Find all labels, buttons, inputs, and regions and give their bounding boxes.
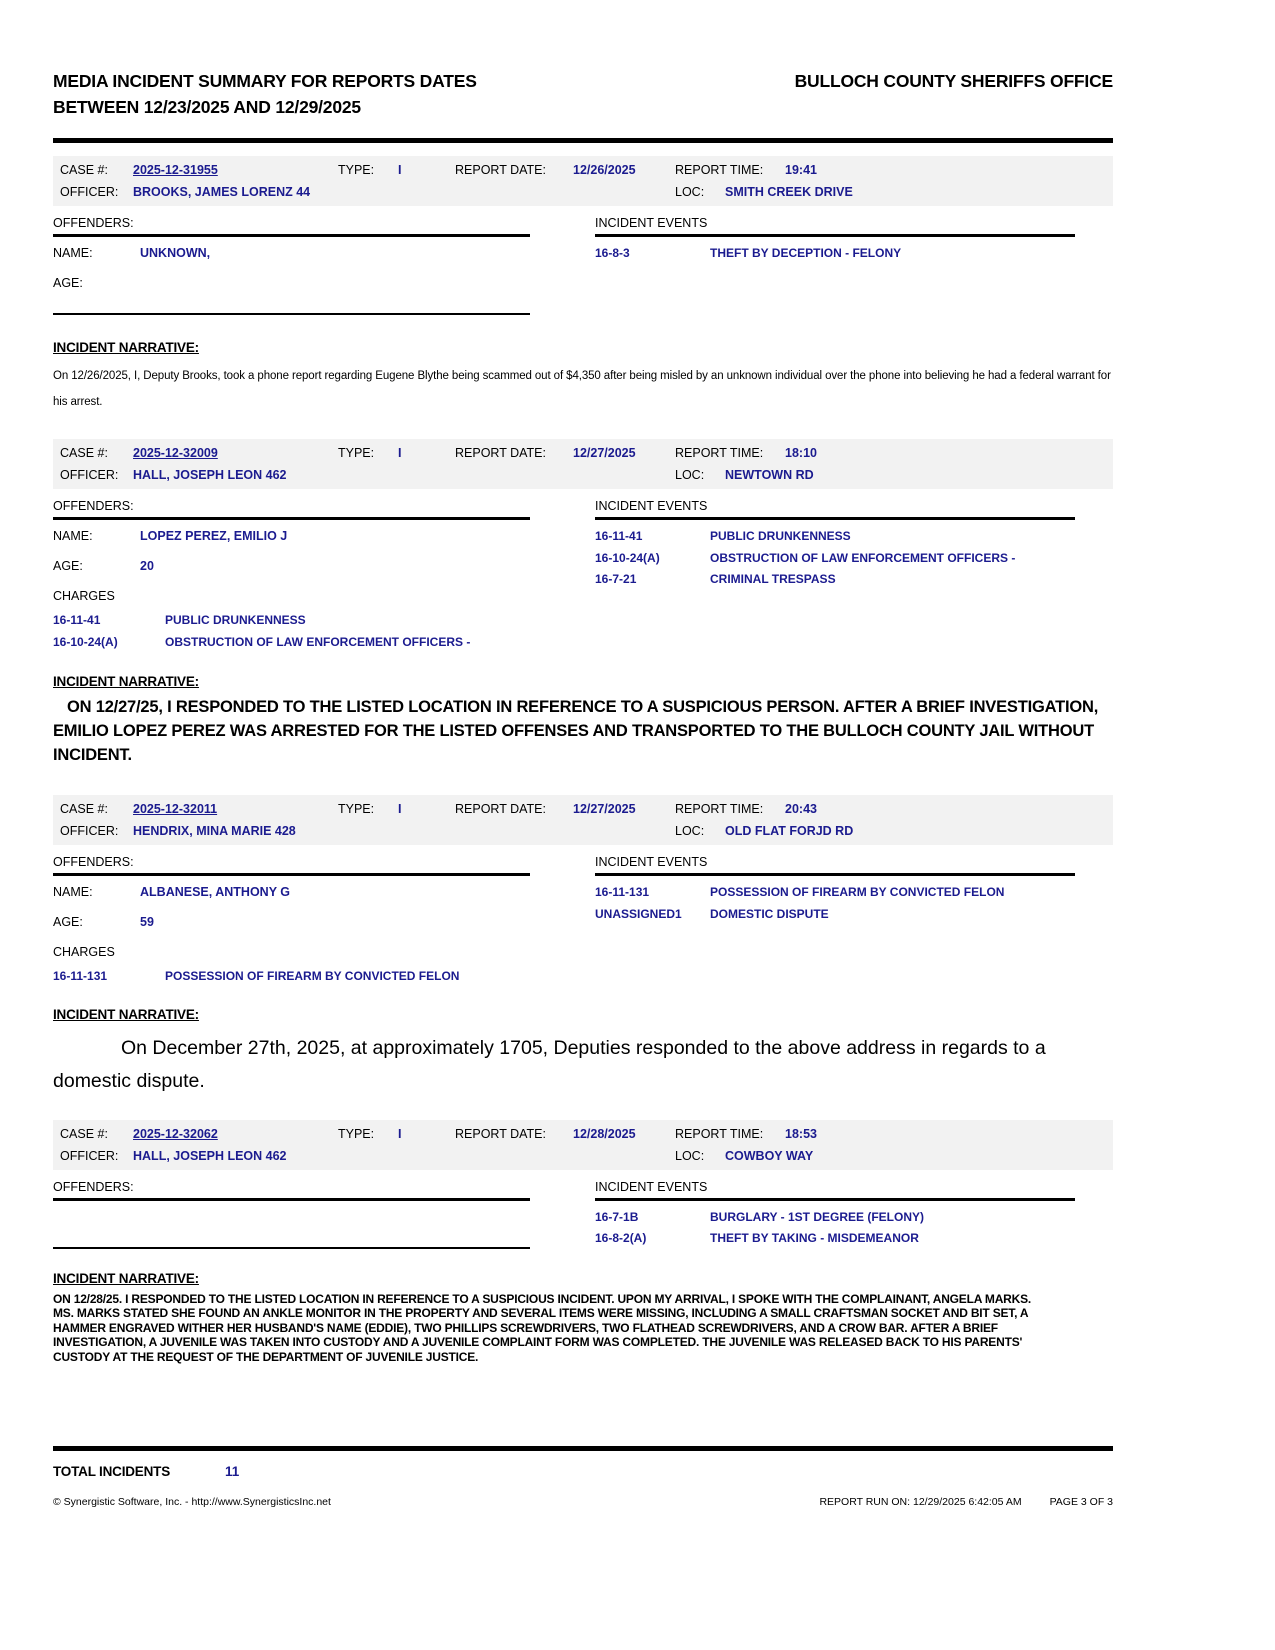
type-value: I <box>398 446 402 460</box>
name-label: NAME: <box>53 246 93 260</box>
charges-label: CHARGES <box>53 589 115 603</box>
report-date-value: 12/27/2025 <box>573 802 636 816</box>
event-code: 16-10-24(A) <box>595 550 660 565</box>
offender-name-value: ALBANESE, ANTHONY G <box>140 885 291 899</box>
report-time-label: REPORT TIME: <box>675 1126 764 1141</box>
offenders-label: OFFENDERS: <box>53 499 134 513</box>
case-header-row1 <box>53 802 1113 824</box>
event-row <box>595 882 1113 904</box>
report-time-value: 18:10 <box>785 446 817 460</box>
offender-age-row <box>53 911 530 936</box>
totals-divider <box>53 1446 1113 1451</box>
total-incidents-label: TOTAL INCIDENTS <box>53 1464 171 1479</box>
narrative-heading: INCIDENT NARRATIVE: <box>53 340 199 355</box>
case-label: CASE #: <box>60 163 108 177</box>
offenders-divider <box>53 873 530 876</box>
officer-label: OFFICER: <box>60 468 119 482</box>
offenders-section <box>53 854 530 988</box>
total-incidents-row <box>53 1464 1113 1482</box>
case-header-band <box>53 156 1113 206</box>
incident-events-section <box>595 498 1113 653</box>
offenders-section <box>53 498 530 653</box>
type-label: TYPE: <box>338 446 375 460</box>
incident-events-label: INCIDENT EVENTS <box>595 855 708 869</box>
incident-block-2 <box>53 439 1113 767</box>
event-code: 16-7-21 <box>595 572 637 586</box>
incident-events-section <box>595 854 1113 988</box>
event-row <box>595 904 1113 926</box>
offender-age-row <box>53 555 530 580</box>
incident-events-divider <box>595 517 1075 520</box>
case-header-band <box>53 795 1113 845</box>
report-date-label: REPORT DATE: <box>455 163 546 177</box>
case-header-row2 <box>53 1149 1113 1171</box>
type-label: TYPE: <box>338 163 375 177</box>
report-time-value: 18:53 <box>785 1126 817 1141</box>
case-header-row2 <box>53 185 1113 207</box>
event-row <box>595 548 1113 570</box>
case-number-link[interactable]: 2025-12-32011 <box>133 802 218 816</box>
event-desc: CRIMINAL TRESPASS <box>710 572 836 586</box>
loc-value: COWBOY WAY <box>725 1148 814 1163</box>
report-date-value: 12/27/2025 <box>573 446 636 460</box>
narrative-heading: INCIDENT NARRATIVE: <box>53 1006 199 1022</box>
type-value: I <box>398 802 402 816</box>
incident-events-divider <box>595 1198 1075 1201</box>
incident-events-label: INCIDENT EVENTS <box>595 216 708 230</box>
offenders-label: OFFENDERS: <box>53 855 134 869</box>
loc-value: OLD FLAT FORJD RD <box>725 824 854 838</box>
event-desc: THEFT BY TAKING - MISDEMEANOR <box>710 1231 919 1245</box>
footer-page-number: PAGE 3 OF 3 <box>1049 1496 1113 1508</box>
report-header <box>53 68 1113 120</box>
footer-report-run: REPORT RUN ON: 12/29/2025 6:42:05 AM <box>819 1496 1022 1508</box>
event-desc: THEFT BY DECEPTION - FELONY <box>710 246 902 260</box>
event-desc: DOMESTIC DISPUTE <box>710 906 829 921</box>
footer-copyright: © Synergistic Software, Inc. - http://www.SynergisticsInc.net <box>53 1496 331 1508</box>
offenders-section <box>53 215 530 315</box>
report-title <box>53 68 693 120</box>
type-label: TYPE: <box>338 802 375 816</box>
offender-age-value: 59 <box>140 915 154 929</box>
report-date-label: REPORT DATE: <box>455 802 546 816</box>
officer-label: OFFICER: <box>60 1148 119 1163</box>
officer-value: HALL, JOSEPH LEON 462 <box>133 1148 287 1163</box>
loc-label: LOC: <box>675 824 705 838</box>
case-label: CASE #: <box>60 1126 108 1141</box>
report-date-value: 12/28/2025 <box>573 1126 636 1141</box>
event-code: 16-8-3 <box>595 246 630 260</box>
type-label: TYPE: <box>338 1126 375 1141</box>
offenders-label: OFFENDERS: <box>53 1179 134 1194</box>
offenders-close-line <box>53 313 530 315</box>
officer-label: OFFICER: <box>60 824 119 838</box>
case-number-link[interactable]: 2025-12-31955 <box>133 163 218 177</box>
loc-label: LOC: <box>675 185 705 199</box>
event-row <box>595 243 1113 265</box>
name-label: NAME: <box>53 885 93 899</box>
case-header-band <box>53 1120 1113 1170</box>
case-header-row1 <box>53 446 1113 468</box>
loc-value: NEWTOWN RD <box>725 468 814 482</box>
type-value: I <box>398 1126 402 1141</box>
report-title-line2: BETWEEN 12/23/2025 AND 12/29/2025 <box>53 97 361 117</box>
report-title-line1: MEDIA INCIDENT SUMMARY FOR REPORTS DATES <box>53 71 477 91</box>
offender-name-row <box>53 242 530 267</box>
narrative-text: ON 12/28/25. I RESPONDED TO THE LISTED LOCATION IN REFERENCE TO A SUSPICIOUS INCIDENT. UPON MY ARRIVAL, I SPOKE WITH THE COMPLAINANT, ANGELA MARKS. MS. MARKS STATED SHE FOUND AN ANKLE MONITOR IN THE PROPERTY AND SEVERAL ITEMS WERE MISSING, INCLUDING A SMALL CRAFTSMAN SOCKET AND BIT SET, A HAMMER ENGRAVED WITHER HER HUSBAND'S NAME (EDDIE), TWO PHILLIPS SCREWDRIVERS, TWO FLATHEAD SCREWDRIVERS, AND A CROW BAR. AFTER A BRIEF INVESTIGATION, A JUVENILE WAS TAKEN INTO CUSTODY AND A JUVENILE COMPLAINT FORM WAS COMPLETED. THE JUVENILE WAS RELEASED BACK TO HIS PARENTS' CUSTODY AT THE REQUEST OF THE DEPARTMENT OF JUVENILE JUSTICE. <box>53 1291 1032 1364</box>
page-footer <box>53 1496 1113 1508</box>
charge-desc: POSSESSION OF FIREARM BY CONVICTED FELON <box>165 969 460 983</box>
narrative-text: On December 27th, 2025, at approximately 1705, Deputies responded to the above address in regards to a domestic dispute. <box>53 1036 1046 1092</box>
offender-name-value: UNKNOWN, <box>140 246 211 260</box>
offender-age-value: 20 <box>140 559 154 573</box>
incident-events-label: INCIDENT EVENTS <box>595 1179 708 1194</box>
case-number-link[interactable]: 2025-12-32009 <box>133 446 218 460</box>
case-header-band <box>53 439 1113 489</box>
case-header-row2 <box>53 468 1113 490</box>
incident-events-divider <box>595 234 1075 237</box>
event-row <box>595 569 1113 591</box>
age-label: AGE: <box>53 276 83 290</box>
case-header-row2 <box>53 824 1113 846</box>
event-desc: PUBLIC DRUNKENNESS <box>710 529 851 543</box>
charge-code: 16-11-41 <box>53 613 101 627</box>
case-label: CASE #: <box>60 802 108 816</box>
case-number-link[interactable]: 2025-12-32062 <box>133 1126 218 1141</box>
agency-name: BULLOCH COUNTY SHERIFFS OFFICE <box>794 71 1113 91</box>
report-date-label: REPORT DATE: <box>455 1126 546 1141</box>
charge-row <box>53 966 530 988</box>
name-label: NAME: <box>53 529 93 543</box>
event-row <box>595 1228 1113 1250</box>
charges-label: CHARGES <box>53 945 115 959</box>
officer-value: HENDRIX, MINA MARIE 428 <box>133 824 296 838</box>
charge-desc: PUBLIC DRUNKENNESS <box>165 613 306 627</box>
age-label: AGE: <box>53 559 83 573</box>
narrative-heading: INCIDENT NARRATIVE: <box>53 1270 199 1286</box>
event-desc: BURGLARY - 1ST DEGREE (FELONY) <box>710 1209 925 1224</box>
offenders-divider <box>53 517 530 520</box>
offenders-divider <box>53 234 530 237</box>
offenders-label: OFFENDERS: <box>53 216 134 230</box>
incident-block-1 <box>53 156 1113 415</box>
charge-code: 16-10-24(A) <box>53 634 118 649</box>
charge-code: 16-11-131 <box>53 969 108 983</box>
case-header-row1 <box>53 1127 1113 1149</box>
event-row <box>595 1207 1113 1229</box>
loc-label: LOC: <box>675 1148 705 1163</box>
narrative-heading: INCIDENT NARRATIVE: <box>53 674 199 689</box>
total-incidents-value: 11 <box>225 1464 240 1479</box>
offender-name-row <box>53 525 530 550</box>
report-date-label: REPORT DATE: <box>455 446 546 460</box>
loc-label: LOC: <box>675 468 705 482</box>
event-desc: POSSESSION OF FIREARM BY CONVICTED FELON <box>710 885 1005 899</box>
offender-name-row <box>53 881 530 906</box>
incident-events-section <box>595 1179 1113 1250</box>
offender-name-value: LOPEZ PEREZ, EMILIO J <box>140 529 288 543</box>
event-code: 16-11-131 <box>595 885 650 899</box>
charge-desc: OBSTRUCTION OF LAW ENFORCEMENT OFFICERS - <box>165 634 471 649</box>
narrative-text: ON 12/27/25, I RESPONDED TO THE LISTED LOCATION IN REFERENCE TO A SUSPICIOUS PERSON. AFTER A BRIEF INVESTIGATION, EMILIO LOPEZ PEREZ WAS ARRESTED FOR THE LISTED OFFENSES AND TRANSPORTED TO THE BULLOCH COUNTY JAIL WITHOUT INCIDENT. <box>53 698 1099 764</box>
incident-block-3 <box>53 795 1113 1098</box>
officer-value: HALL, JOSEPH LEON 462 <box>133 468 287 482</box>
incident-events-label: INCIDENT EVENTS <box>595 499 708 513</box>
event-code: UNASSIGNED1 <box>595 906 682 921</box>
event-code: 16-8-2(A) <box>595 1231 647 1245</box>
case-label: CASE #: <box>60 446 108 460</box>
officer-label: OFFICER: <box>60 185 119 199</box>
offender-age-row <box>53 272 530 297</box>
offenders-section <box>53 1179 530 1250</box>
report-time-label: REPORT TIME: <box>675 163 764 177</box>
header-divider <box>53 138 1113 143</box>
charge-row <box>53 632 530 654</box>
report-time-value: 20:43 <box>785 802 817 816</box>
event-row <box>595 526 1113 548</box>
offenders-close-line <box>53 1247 530 1249</box>
incident-events-section <box>595 215 1113 315</box>
type-value: I <box>398 163 402 177</box>
report-date-value: 12/26/2025 <box>573 163 636 177</box>
incident-events-divider <box>595 873 1075 876</box>
report-time-label: REPORT TIME: <box>675 802 764 816</box>
age-label: AGE: <box>53 915 83 929</box>
charge-row <box>53 610 530 632</box>
event-desc: OBSTRUCTION OF LAW ENFORCEMENT OFFICERS - <box>710 550 1016 565</box>
event-code: 16-7-1B <box>595 1209 639 1224</box>
loc-value: SMITH CREEK DRIVE <box>725 185 853 199</box>
narrative-text: On 12/26/2025, I, Deputy Brooks, took a phone report regarding Eugene Blythe being scammed out of $4,350 after being misled by an unknown individual over the phone into believing he had a federal warrant for his arrest. <box>53 370 1111 408</box>
case-header-row1 <box>53 163 1113 185</box>
report-time-label: REPORT TIME: <box>675 446 764 460</box>
report-time-value: 19:41 <box>785 163 817 177</box>
incident-block-4 <box>53 1120 1113 1365</box>
officer-value: BROOKS, JAMES LORENZ 44 <box>133 185 311 199</box>
event-code: 16-11-41 <box>595 529 643 543</box>
